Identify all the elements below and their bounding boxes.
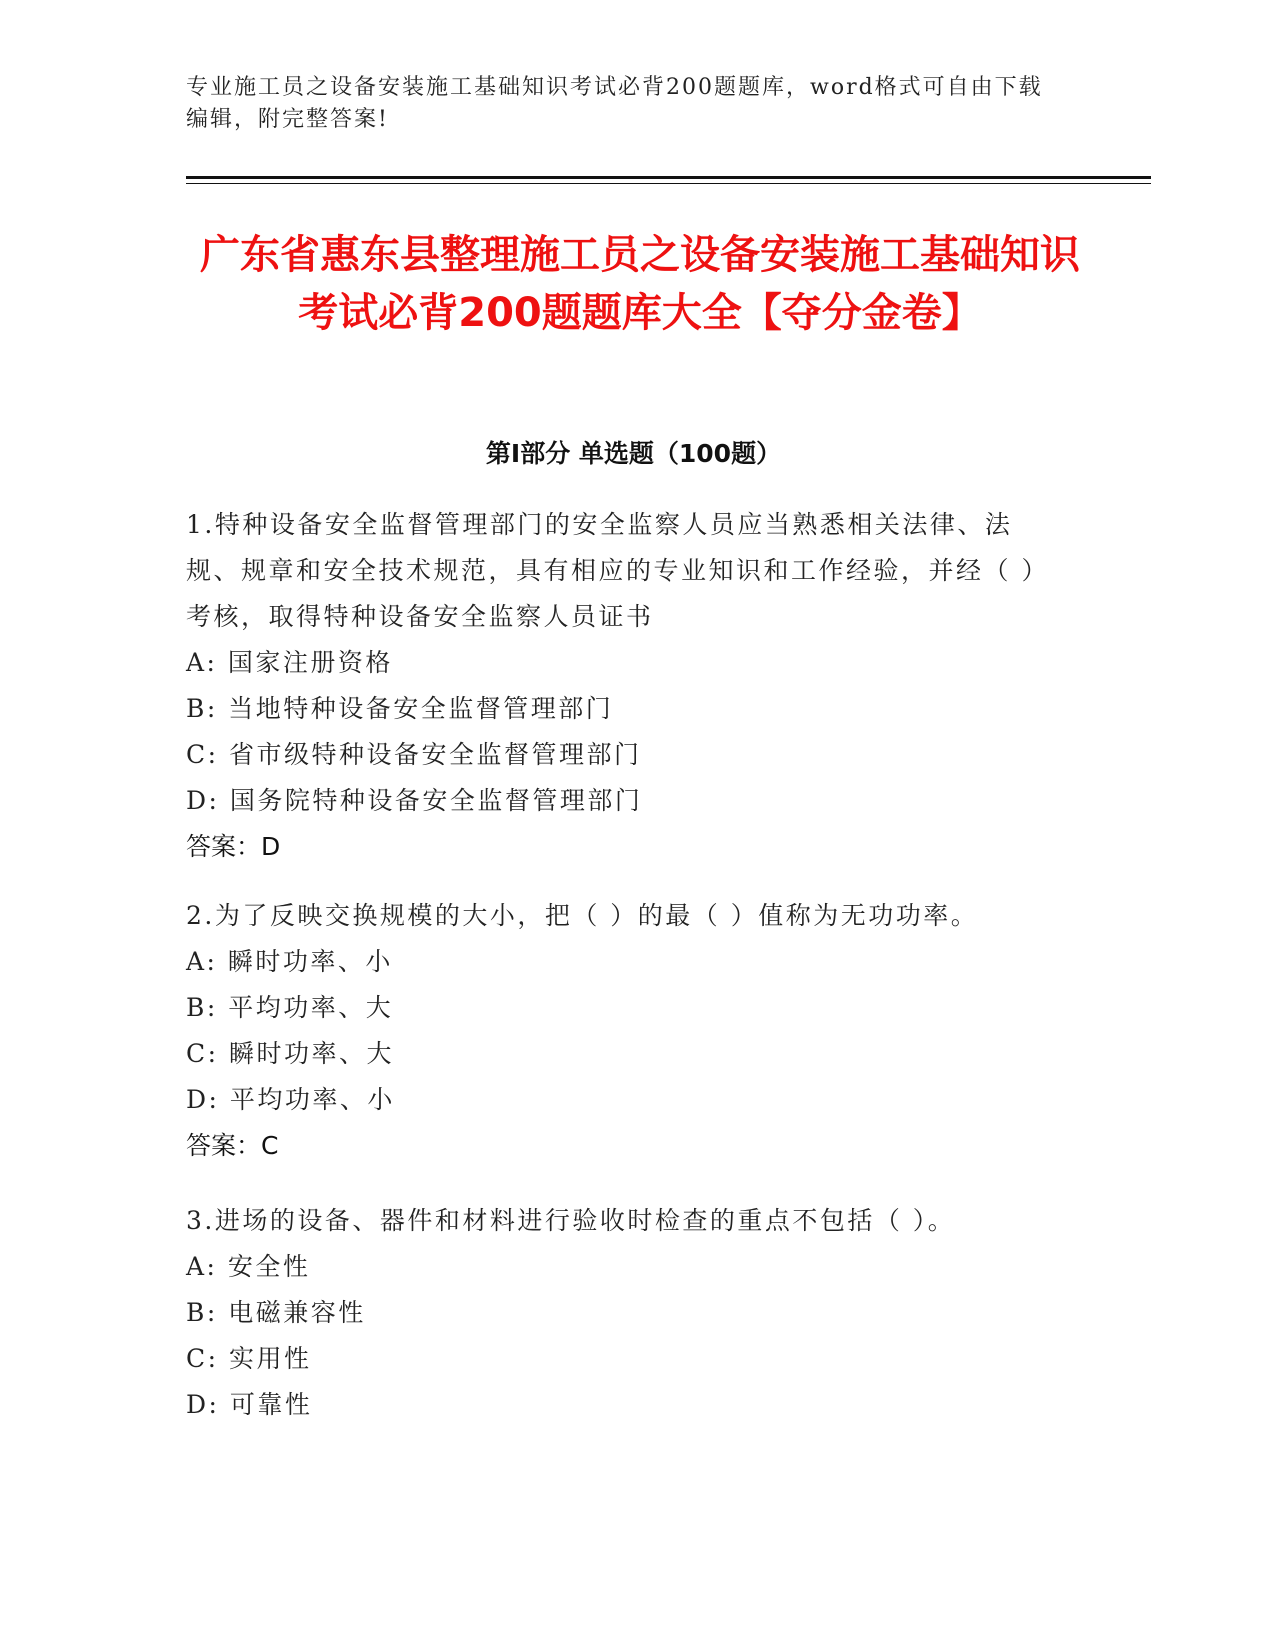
option-b: B: 平均功率、大: [186, 993, 394, 1022]
option-d: D: 平均功率、小: [186, 1085, 395, 1114]
option-c: C: 省市级特种设备安全监督管理部门: [186, 740, 642, 769]
option-d: D: 国务院特种设备安全监督管理部门: [186, 786, 643, 815]
answer: 答案：C: [186, 1131, 279, 1160]
option-c: C: 瞬时功率、大: [186, 1039, 394, 1068]
option-b: B: 当地特种设备安全监督管理部门: [186, 694, 614, 723]
section-title: 第I部分 单选题（100题）: [485, 439, 782, 468]
question-2: [186, 893, 1066, 1169]
document-title: 广东省惠东县整理施工员之设备安装施工基础知识考试必背200题题库大全【夺分金卷】: [200, 232, 1080, 336]
option-b: B: 电磁兼容性: [186, 1298, 366, 1327]
option-d: D: 可靠性: [186, 1390, 313, 1419]
question-stem: 2.为了反映交换规模的大小，把（ ）的最（ ）值称为无功功率。: [186, 901, 979, 930]
option-a: A: 国家注册资格: [186, 648, 393, 677]
question-3: [186, 1198, 1066, 1428]
answer: 答案：D: [186, 832, 281, 861]
question-stem: 3.进场的设备、器件和材料进行验收时检查的重点不包括（ ）。: [186, 1206, 956, 1235]
header-divider-thick: [186, 176, 1151, 179]
question-stem: 1.特种设备安全监督管理部门的安全监察人员应当熟悉相关法律、法规、规章和安全技术规范，具有相应的专业知识和工作经验，并经（ ）考核，取得特种设备安全监察人员证书: [186, 510, 1049, 631]
header-divider-thin: [186, 183, 1151, 184]
option-a: A: 瞬时功率、小: [186, 947, 393, 976]
option-a: A: 安全性: [186, 1252, 311, 1281]
option-c: C: 实用性: [186, 1344, 312, 1373]
header-note: 专业施工员之设备安装施工基础知识考试必背200题题库，word格式可自由下载编辑，附完整答案!: [186, 75, 1043, 132]
question-1: [186, 502, 1066, 870]
